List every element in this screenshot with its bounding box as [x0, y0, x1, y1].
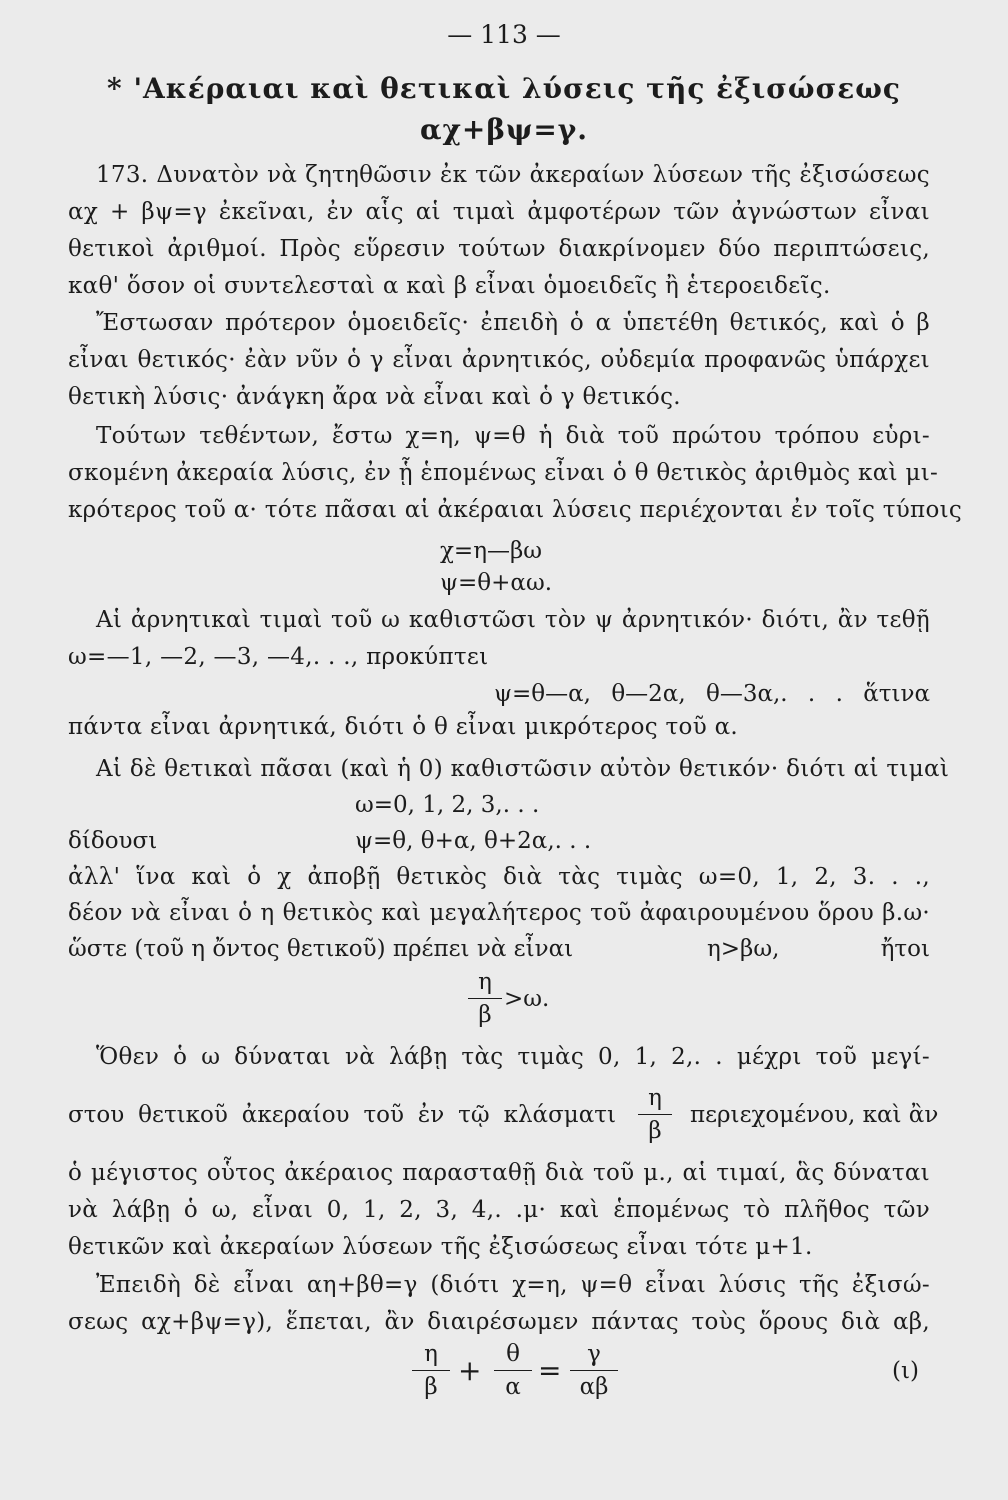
- text-line: θετικῶν καὶ ἀκεραίων λύσεων τῆς ἐξισώσεως εἶναι τότε μ+1.: [68, 1234, 813, 1260]
- text-line: 173. Δυνατὸν νὰ ζητηθῶσιν ἐκ τῶν ἀκεραίων λύσεων τῆς ἐξισώσεως: [96, 162, 930, 188]
- text-line: ἀλλ' ἵνα καὶ ὁ χ ἀποβῇ θετικὸς διὰ τὰς τιμὰς ω=0, 1, 2, 3. . .,: [68, 864, 930, 890]
- fraction-inline: [638, 1084, 672, 1145]
- equals-sign: =: [538, 1354, 562, 1387]
- text-line: δίδουσι: [68, 828, 158, 854]
- fraction-denominator: αβ: [579, 1374, 609, 1400]
- fraction-denominator: β: [424, 1374, 438, 1400]
- plus-sign: +: [458, 1354, 482, 1387]
- text-line: Αἱ δὲ θετικαὶ πᾶσαι (καὶ ἡ 0) καθιστῶσιν αὐτὸν θετικόν· διότι αἱ τιμαὶ: [96, 756, 950, 782]
- fraction-bar: [494, 1370, 532, 1371]
- fraction-numerator: η: [424, 1341, 438, 1367]
- fraction-denominator: α: [505, 1374, 521, 1400]
- formula-omega-values: ω=0, 1, 2, 3,. . .: [355, 792, 540, 818]
- fraction-numerator: η: [648, 1085, 662, 1111]
- text-line: καθ' ὅσον οἱ συντελεσταὶ α καὶ β εἶναι ὁμοειδεῖς ἢ ἑτεροειδεῖς.: [68, 273, 831, 299]
- text-line: ὥστε (τοῦ η ὄντος θετικοῦ) πρέπει νὰ εἶναι: [68, 936, 574, 962]
- equation-label: (ι): [892, 1358, 919, 1384]
- text-line: περιεχομένου, καὶ ἂν: [690, 1102, 939, 1128]
- fraction-numerator: γ: [587, 1341, 601, 1367]
- text-line: εἶναι θετικός· ἐὰν νῦν ὁ γ εἶναι ἀρνητικός, οὐδεμία προφανῶς ὑπάρχει: [68, 347, 930, 373]
- text-line: Τούτων τεθέντων, ἔστω χ=η, ψ=θ ἡ διὰ τοῦ πρώτου τρόπου εὑρι-: [96, 423, 930, 449]
- equation-fraction-2: [494, 1340, 532, 1401]
- fraction-bar: [638, 1114, 672, 1115]
- fraction-bar: [468, 998, 502, 999]
- text-line: πάντα εἶναι ἀρνητικά, διότι ὁ θ εἶναι μικρότερος τοῦ α.: [68, 714, 739, 740]
- text-line: κρότερος τοῦ α· τότε πᾶσαι αἱ ἀκέραιαι λύσεις περιέχονται ἐν τοῖς τύποις: [68, 497, 963, 523]
- text-line: Ὅθεν ὁ ω δύναται νὰ λάβῃ τὰς τιμὰς 0, 1, 2,. . μέχρι τοῦ μεγί-: [96, 1044, 930, 1070]
- fraction-bar: [570, 1370, 618, 1371]
- fraction-numerator: θ: [506, 1341, 520, 1367]
- section-title: * 'Ακέραιαι καὶ θετικαὶ λύσεις τῆς ἐξισώσεως: [107, 72, 901, 105]
- text-line: νὰ λάβῃ ὁ ω, εἶναι 0, 1, 2, 3, 4,. .μ· καὶ ἑπομένως τὸ πλῆθος τῶν: [68, 1197, 930, 1223]
- text-line: ω=—1, —2, —3, —4,. . ., προκύπτει: [68, 644, 489, 670]
- section-title-equation: αχ+βψ=γ.: [419, 113, 589, 146]
- text-line: σκομένη ἀκεραία λύσις, ἐν ᾗ ἑπομένως εἶναι ὁ θ θετικὸς ἀριθμὸς καὶ μι-: [68, 460, 939, 486]
- fraction-numerator: η: [478, 969, 492, 995]
- formula-inequality: η>βω, ἤτοι: [707, 936, 930, 962]
- text-line: θετικὴ λύσις· ἀνάγκη ἄρα νὰ εἶναι καὶ ὁ γ θετικός.: [68, 384, 681, 410]
- fraction-eta-beta: [468, 968, 502, 1029]
- page-number: — 113 —: [447, 20, 561, 49]
- text-line: Αἱ ἀρνητικαὶ τιμαὶ τοῦ ω καθιστῶσι τὸν ψ ἀρνητικόν· διότι, ἂν τεθῇ: [96, 607, 930, 633]
- fraction-denominator: β: [478, 1002, 492, 1028]
- text-line: Ἐπειδὴ δὲ εἶναι αη+βθ=γ (διότι χ=η, ψ=θ εἶναι λύσις τῆς ἐξισώ-: [96, 1272, 930, 1298]
- equation-fraction-3: [570, 1340, 618, 1401]
- text-line: αχ + βψ=γ ἐκεῖναι, ἐν αἷς αἱ τιμαὶ ἀμφοτέρων τῶν ἀγνώστων εἶναι: [68, 199, 930, 225]
- formula-psi: ψ=θ+αω.: [440, 570, 553, 596]
- formula-x: χ=η—βω: [440, 538, 543, 564]
- inequality-tail: >ω.: [504, 986, 550, 1012]
- text-line: ὁ μέγιστος οὗτος ἀκέραιος παρασταθῇ διὰ τοῦ μ., αἱ τιμαί, ἃς δύναται: [68, 1160, 930, 1186]
- fraction-bar: [412, 1370, 450, 1371]
- equation-fraction-1: [412, 1340, 450, 1401]
- fraction-denominator: β: [648, 1118, 662, 1144]
- text-line: Ἔστωσαν πρότερον ὁμοειδεῖς· ἐπειδὴ ὁ α ὑπετέθη θετικός, καὶ ὁ β: [96, 310, 930, 336]
- text-line: στου θετικοῦ ἀκεραίου τοῦ ἐν τῷ κλάσματι: [68, 1102, 616, 1128]
- text-line: δέον νὰ εἶναι ὁ η θετικὸς καὶ μεγαλήτερος τοῦ ἀφαιρουμένου ὅρου β.ω·: [68, 900, 930, 926]
- text-line: θετικοὶ ἀριθμοί. Πρὸς εὕρεσιν τούτων διακρίνομεν δύο περιπτώσεις,: [68, 236, 930, 262]
- formula-psi-values: ψ=θ, θ+α, θ+2α,. . .: [355, 828, 592, 854]
- text-line: σεως αχ+βψ=γ), ἕπεται, ἂν διαιρέσωμεν πάντας τοὺς ὅρους διὰ αβ,: [68, 1309, 930, 1335]
- formula-negative-values: ψ=θ—α, θ—2α, θ—3α,. . . ἅτινα: [494, 681, 930, 707]
